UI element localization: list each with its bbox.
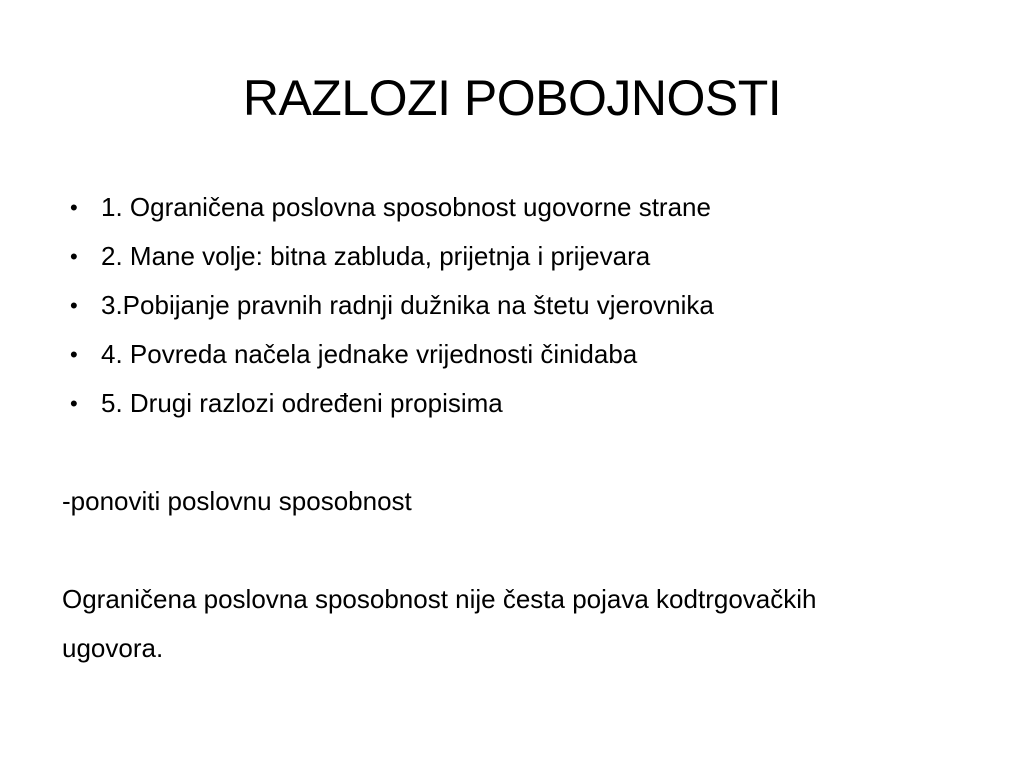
- bullet-item-5: [62, 379, 982, 428]
- note-line-2: ugovora.: [62, 633, 164, 663]
- bullet-dot-icon: •: [70, 342, 78, 367]
- note-line-1: Ograničena poslovna sposobnost nije česta pojava kodtrgovačkih: [62, 584, 817, 614]
- bullet-item-3: [62, 281, 982, 330]
- bullet-dot-icon: •: [70, 244, 78, 269]
- bullet-dot-icon: •: [70, 195, 78, 220]
- slide-title: RAZLOZI POBOJNOSTI: [242, 70, 782, 126]
- bullet-dot-icon: •: [70, 293, 78, 318]
- dash-note: -ponoviti poslovnu sposobnost: [62, 486, 412, 516]
- bullet-text: 4. Povreda načela jednake vrijednosti činidaba: [101, 339, 638, 369]
- bullet-item-4: [62, 330, 982, 379]
- bullet-text: 2. Mane volje: bitna zabluda, prijetnja i prijevara: [101, 241, 651, 271]
- bullet-dot-icon: •: [70, 391, 78, 416]
- bullet-text: 3.Pobijanje pravnih radnji dužnika na štetu vjerovnika: [101, 290, 714, 320]
- bullet-text: 5. Drugi razlozi određeni propisima: [101, 388, 503, 418]
- bullet-item-2: [62, 232, 982, 281]
- bullet-item-1: [62, 183, 982, 232]
- bullet-text: 1. Ograničena poslovna sposobnost ugovorne strane: [101, 192, 711, 222]
- bullet-list: [62, 183, 982, 428]
